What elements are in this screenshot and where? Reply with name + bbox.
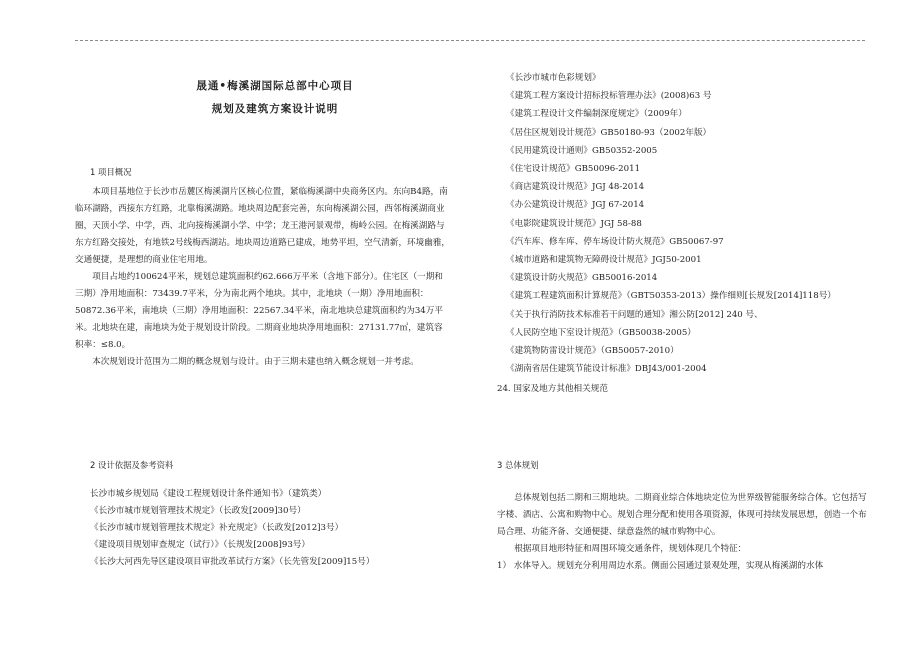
section-3-paragraph-1: 总体规划包括二期和三期地块。二期商业综合体地块定位为世界级智能服务综合体。它包括写字楼、酒店、公寓和购物中心。规划合理分配和使用各项资源，体现可持续发展思想，创造一个布局合理、功能齐备、交通便捷、绿意盎然的城市购物中心。	[497, 493, 867, 537]
document-subtitle: 规划及建筑方案设计说明	[211, 103, 339, 115]
list-item: 《商店建筑设计规范》JGJ 48-2014	[506, 182, 645, 193]
list-item: 《住宅设计规范》GB50096-2011	[506, 164, 641, 175]
list-item: 《居住区规划设计规范》GB50180-93（2002年版）	[506, 127, 712, 138]
list-item: 《长沙市城市规划管理技术规定》补充规定》（长政发[2012]3号）	[90, 523, 344, 533]
section-3-point-1: 1） 水体导入。规划充分利用周边水系。侧面公园通过景观处理，实现从梅溪湖的水体	[497, 561, 824, 571]
list-item: 《电影院建筑设计规范》JGJ 58-88	[506, 218, 642, 229]
section-3-heading: 3 总体规划	[497, 460, 539, 470]
reference-list	[506, 69, 881, 378]
list-item: 《建筑设计防火规范》GB50016-2014	[506, 273, 658, 284]
section-2-heading: 2 设计依据及参考资料	[90, 460, 174, 470]
section-1-heading: 1 项目概况	[90, 167, 132, 177]
list-item: 《城市道路和建筑物无障碍设计规范》JGJ50-2001	[506, 255, 702, 266]
section-1-paragraph-2: 项目占地约100624平米，规划总建筑面积约62.666万平米（含地下部分）。住宅区（一期和三期）净用地面积：73439.7平米，分为南北两个地块。其中，北地块（一期）净用地面积：50872.36平米，南地块（三期）净用地面积：22567.34平米，南北地块总建筑面积约为34万平米。北地块在建，南地块为处于规划设计阶段。二期商业地块净用地面积：27131.77㎡，建筑容积率：≤8.0。	[75, 272, 443, 350]
list-item: 《民用建筑设计通则》GB50352-2005	[506, 145, 658, 156]
list-item: 《建设项目规划审查规定（试行）》（长规发[2008]93号）	[90, 540, 310, 550]
list-item: 《关于执行消防技术标准若干问题的通知》湘公防[2012] 240 号、	[506, 309, 763, 320]
header-divider	[75, 40, 865, 41]
section-2-list	[90, 486, 465, 571]
section-3-paragraph-2: 根据项目地形特征和周围环境交通条件，规划体现几个特征：	[514, 544, 747, 554]
list-item: 《长沙市城市色彩规划》	[506, 73, 601, 83]
list-item: 《汽车库、修车库、停车场设计防火规范》GB50067-97	[506, 236, 724, 247]
section-3-body	[497, 490, 872, 575]
list-item: 《建筑工程方案设计招标投标管理办法》(2008)63 号	[506, 91, 712, 102]
list-item: 《建筑物防雷设计规范》（GB50057-2010）	[506, 346, 679, 357]
list-item: 《办公建筑设计规范》JGJ 67-2014	[506, 200, 645, 211]
reference-last-item: 24. 国家及地方其他相关规范	[497, 384, 608, 394]
document-title: 晟通•梅溪湖国际总部中心项目	[196, 80, 354, 92]
section-1-paragraph-3: 本次规划设计范围为二期的概念规划与设计。由于三期未建也纳入概念规划一并考虑。	[92, 357, 419, 367]
list-item: 《长沙市城市规划管理技术规定》（长政发[2009]30号）	[90, 506, 306, 516]
section-1-body	[75, 184, 450, 371]
list-item: 《长沙大河西先导区建设项目审批改革试行方案》（长先管发[2009]15号）	[90, 557, 375, 567]
section-1-paragraph-1: 本项目基地位于长沙市岳麓区梅溪湖片区核心位置，紧临梅溪湖中央商务区内。东向B4路，南临环湖路，西接东方红路，北靠梅溪湖路。地块周边配套完善，东向梅溪湖公园，西邻梅溪湖商业圈，天顶小学、中学，西、北向接梅溪湖小学、中学；龙王港河景观带，梅岭公园。在梅溪湖路与东方红路交接处，有地铁2号线梅西湖站。地块周边道路已建成，地势平坦，空气清新，环境幽雅，交通便捷，是理想的商业住宅用地。	[75, 187, 451, 265]
list-item: 《湖南省居住建筑节能设计标准》DBJ43/001-2004	[506, 364, 707, 375]
list-item: 长沙市城乡规划局《建设工程规划设计条件通知书》（建筑类）	[90, 489, 327, 499]
list-item: 《建筑工程建筑面积计算规范》（GBT50353-2013）操作细则[长规发[2014]118号）	[506, 291, 836, 302]
list-item: 《人民防空地下室设计规范》（GB50038-2005）	[506, 327, 696, 338]
list-item: 《建筑工程设计文件编制深度规定》（2009年）	[506, 109, 687, 120]
